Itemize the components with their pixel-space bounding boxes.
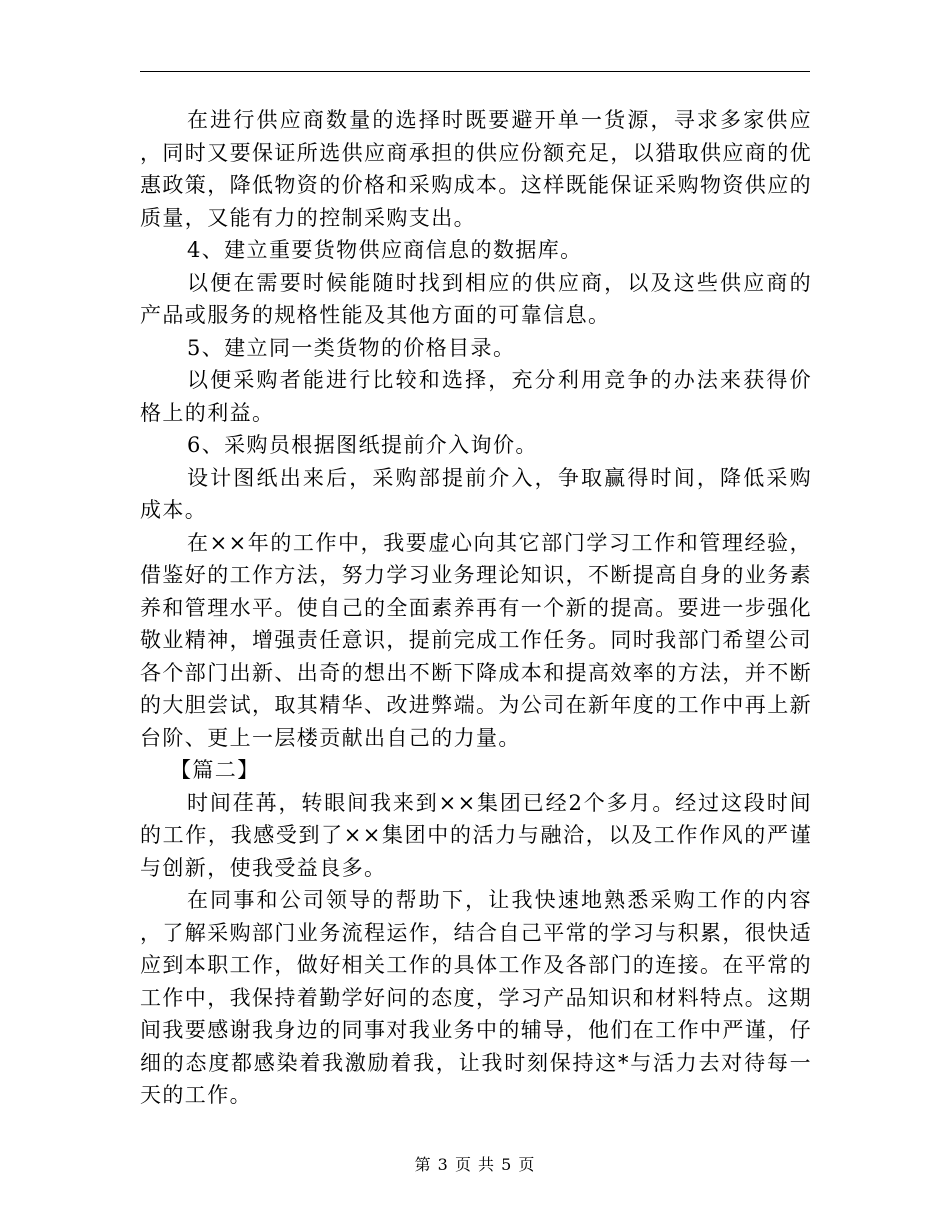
paragraph-item-4-body: 以便在需要时候能随时找到相应的供应商，以及这些供应商的产品或服务的规格性能及其他方面的可靠信息。 [140, 270, 812, 327]
paragraph-item-4-heading: 4、建立重要货物供应商信息的数据库。 [187, 238, 583, 262]
paragraph-year-plan: 在××年的工作中，我要虚心向其它部门学习工作和管理经验，借鉴好的工作方法，努力学习业务理论知识，不断提高自身的业务素养和管理水平。使自己的全面素养再有一个新的提高。要进一步强化敬业精神，增强责任意识，提前完成工作任务。同时我部门希望公司各个部门出新、出奇的想出不断下降成本和提高效率的方法，并不断的大胆尝试，取其精华、改进弊端。为公司在新年度的工作中再上新台阶、更上一层楼贡献出自己的力量。 [140, 530, 812, 750]
section-heading-part-two: 【篇二】 [170, 758, 260, 782]
paragraph-time-passed: 时间荏苒，转眼间我来到××集团已经2个多月。经过这段时间的工作，我感受到了××集团中的活力与融洽，以及工作作风的严谨与创新，使我受益良多。 [140, 790, 812, 880]
paragraph-colleague-help: 在同事和公司领导的帮助下，让我快速地熟悉采购工作的内容，了解采购部门业务流程运作，结合自己平常的学习与积累，很快适应到本职工作，做好相关工作的具体工作及各部门的连接。在平常的工作中，我保持着勤学好问的态度，学习产品知识和材料特点。这期间我要感谢我身边的同事对我业务中的辅导，他们在工作中严谨，仔细的态度都感染着我激励着我，让我时刻保持这*与活力去对待每一天的工作。 [140, 888, 812, 1107]
header-rule [140, 71, 810, 72]
body-text [140, 104, 812, 1112]
page-number-footer: 第 3 页 共 5 页 [414, 1155, 536, 1174]
paragraph-item-6-body: 设计图纸出来后，采购部提前介入，争取赢得时间，降低采购成本。 [140, 465, 812, 522]
paragraph-item-5-heading: 5、建立同一类货物的价格目录。 [187, 335, 516, 360]
paragraph-item-5-body: 以便采购者能进行比较和选择，充分利用竞争的办法来获得价格上的利益。 [140, 368, 812, 425]
paragraph-supplier-quantity: 在进行供应商数量的选择时既要避开单一货源，寻求多家供应，同时又要保证所选供应商承担的供应份额充足，以猎取供应商的优惠政策，降低物资的价格和采购成本。这样既能保证采购物资供应的质量，又能有力的控制采购支出。 [140, 108, 812, 230]
paragraph-item-6-heading: 6、采购员根据图纸提前介入询价。 [187, 433, 538, 457]
